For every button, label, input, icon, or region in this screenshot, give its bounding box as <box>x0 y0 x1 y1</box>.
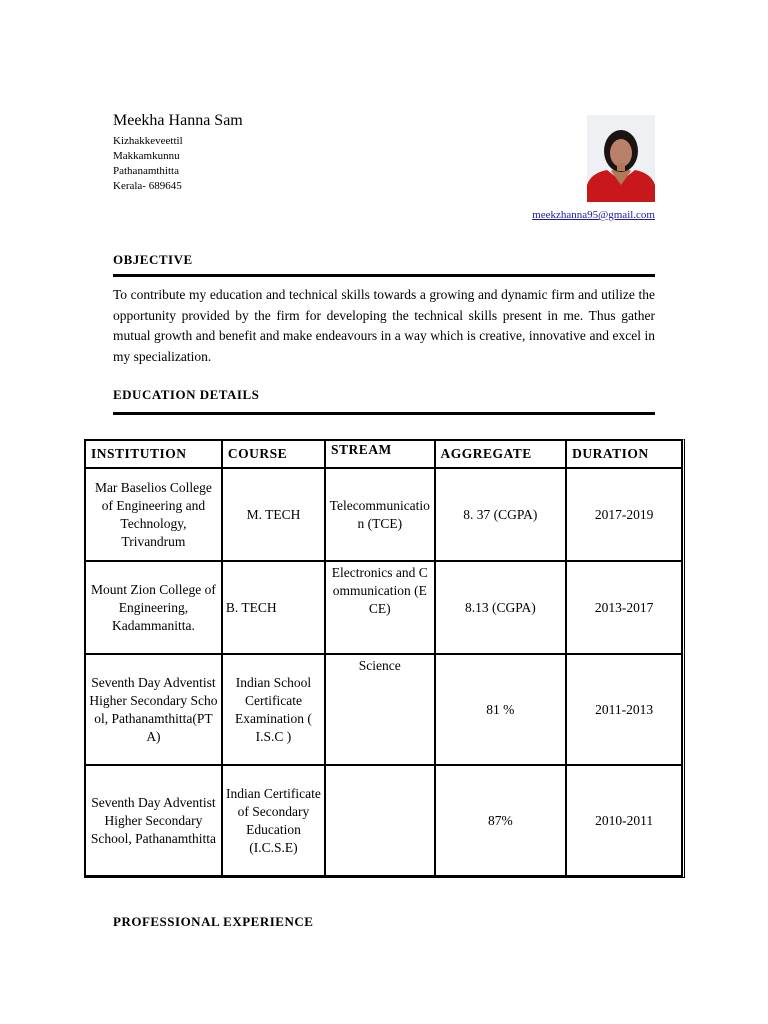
address-line: Makkamkunnu <box>113 150 180 162</box>
objective-text: To contribute my education and technical skills towards a growing and dynamic firm and utilize the opportunity provided by the firm for developing the technical skills present in me. Thus gather mutual growth and benefit and make endeavours in a way which is creative, innovative and excel in my specialization. <box>113 287 655 364</box>
address-line: Kizhakkeveettil <box>113 135 183 147</box>
profile-photo <box>587 115 655 202</box>
candidate-name: Meekha Hanna Sam <box>113 112 243 129</box>
institution-cell: Mar Baselios College of Engineering and Technology, Trivandrum <box>85 468 222 561</box>
stream-cell <box>325 765 435 876</box>
education-heading: EDUCATION DETAILS <box>113 387 260 402</box>
table-row <box>85 654 682 765</box>
aggregate-cell: 8. 37 (CGPA) <box>435 468 567 561</box>
course-cell: Indian School Certificate Examination ( I.S.C ) <box>222 654 325 765</box>
duration-cell: 2011-2013 <box>566 654 682 765</box>
aggregate-cell: 8.13 (CGPA) <box>435 561 567 654</box>
address-block <box>113 134 183 194</box>
course-cell: M. TECH <box>222 468 325 561</box>
table-row <box>85 765 682 876</box>
institution-cell: Seventh Day Adventist Higher Secondary School, Pathanamthitta(PTA) <box>85 654 222 765</box>
stream-cell: Science <box>325 654 435 765</box>
column-header-course: COURSE <box>222 440 325 468</box>
duration-cell: 2010-2011 <box>566 765 682 876</box>
institution-cell: Mount Zion College of Engineering, Kadammanitta. <box>85 561 222 654</box>
stream-cell: Telecommunication (TCE) <box>325 468 435 561</box>
column-header-institution: INSTITUTION <box>85 440 222 468</box>
address-line: Kerala- 689645 <box>113 180 182 192</box>
duration-cell: 2013-2017 <box>566 561 682 654</box>
aggregate-cell: 81 % <box>435 654 567 765</box>
address-line: Pathanamthitta <box>113 165 179 177</box>
table-header-row <box>85 440 682 468</box>
course-cell: B. TECH <box>222 561 325 654</box>
divider <box>113 412 655 415</box>
institution-cell: Seventh Day Adventist Higher Secondary School, Pathanamthitta <box>85 765 222 876</box>
divider <box>113 274 655 277</box>
column-header-aggregate: AGGREGATE <box>435 440 567 468</box>
experience-heading: PROFESSIONAL EXPERIENCE <box>113 914 314 929</box>
column-header-duration: DURATION <box>566 440 682 468</box>
stream-cell: Electronics and Communication (ECE) <box>325 561 435 654</box>
duration-cell: 2017-2019 <box>566 468 682 561</box>
email-link[interactable]: meekzhanna95@gmail.com <box>532 209 655 221</box>
course-cell: Indian Certificate of Secondary Education (I.C.S.E) <box>222 765 325 876</box>
objective-heading: OBJECTIVE <box>113 252 193 267</box>
education-table <box>84 439 685 878</box>
table-row <box>85 468 682 561</box>
table-row <box>85 561 682 654</box>
aggregate-cell: 87% <box>435 765 567 876</box>
column-header-stream: STREAM <box>325 440 435 468</box>
